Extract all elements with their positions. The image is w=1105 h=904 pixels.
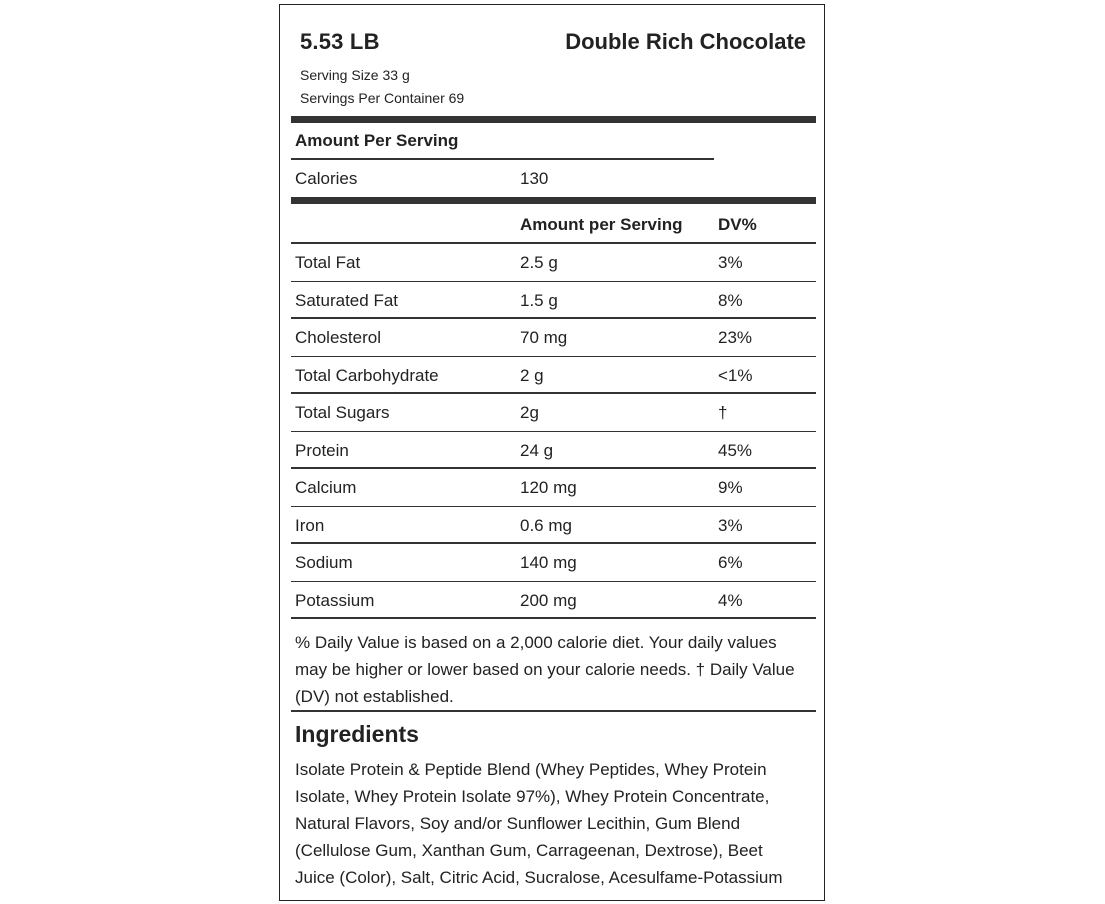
nutrient-dv: 8% — [718, 290, 743, 310]
nutrient-amount: 2.5 g — [520, 253, 558, 272]
thick-divider — [291, 116, 816, 123]
nutrient-name: Total Fat — [295, 253, 361, 272]
column-header-dv: DV% — [718, 215, 757, 234]
nutrient-dv: 9% — [718, 478, 743, 497]
nutrient-amount: 70 mg — [520, 328, 568, 347]
table-row — [291, 244, 816, 282]
nutrient-name: Protein — [295, 440, 349, 460]
nutrient-name: Potassium — [295, 590, 375, 610]
nutrient-amount: 2 g — [520, 365, 544, 385]
nutrient-name: Saturated Fat — [295, 290, 399, 310]
table-row — [291, 432, 816, 470]
table-row — [291, 469, 816, 507]
nutrient-amount: 140 mg — [520, 553, 577, 572]
nutrient-table — [291, 244, 816, 619]
nutrient-name: Sodium — [295, 553, 353, 572]
nutrient-name: Cholesterol — [295, 328, 381, 347]
nutrient-dv: † — [718, 403, 728, 422]
amount-per-serving-heading: Amount Per Serving — [295, 131, 459, 150]
table-row — [291, 282, 816, 320]
divider — [291, 710, 816, 712]
nutrient-name: Total Carbohydrate — [295, 365, 439, 385]
column-header-amount: Amount per Serving — [520, 215, 683, 234]
nutrient-dv: <1% — [718, 365, 753, 385]
nutrient-dv: 45% — [718, 440, 753, 460]
table-row — [291, 394, 816, 432]
divider — [291, 158, 714, 160]
calories-label: Calories — [295, 169, 358, 188]
product-weight: 5.53 LB — [300, 29, 380, 54]
nutrient-dv: 4% — [718, 590, 743, 610]
nutrient-amount: 24 g — [520, 440, 554, 460]
nutrient-name: Iron — [295, 515, 325, 535]
nutrient-dv: 3% — [718, 515, 743, 535]
table-row — [291, 582, 816, 620]
nutrient-amount: 1.5 g — [520, 290, 558, 310]
nutrient-name: Total Sugars — [295, 403, 390, 422]
nutrient-amount: 120 mg — [520, 478, 577, 497]
calories-value: 130 — [520, 169, 549, 188]
nutrient-amount: 200 mg — [520, 590, 577, 610]
ingredients-text: Isolate Protein & Peptide Blend (Whey Peptides, Whey Protein Isolate, Whey Protein Isolate 97%), Whey Protein Concentrate, Natural Flavors, Soy and/or Sunflower Lecithin, Gum Blend (Cellulose Gum, Xanthan Gum, Carrageenan, Dextrose), Beet Juice (Color), Salt, Citric Acid, Sucralose, Acesulfame-Potassium — [295, 760, 783, 887]
nutrient-dv: 23% — [718, 328, 753, 347]
table-row — [291, 319, 816, 357]
nutrient-dv: 6% — [718, 553, 743, 572]
nutrient-amount: 2g — [520, 403, 539, 422]
daily-value-footnote: % Daily Value is based on a 2,000 calorie diet. Your daily values may be higher or lower based on your calorie needs. † Daily Value (DV) not established. — [295, 633, 795, 706]
nutrition-label — [279, 4, 825, 901]
serving-size: Serving Size 33 g — [300, 67, 410, 83]
nutrient-dv: 3% — [718, 253, 743, 272]
ingredients-title: Ingredients — [295, 721, 419, 747]
thick-divider — [291, 197, 816, 204]
servings-per-container: Servings Per Container 69 — [300, 90, 465, 106]
table-row — [291, 544, 816, 582]
table-row — [291, 357, 816, 395]
product-flavor: Double Rich Chocolate — [565, 29, 806, 54]
nutrient-name: Calcium — [295, 478, 357, 497]
nutrient-amount: 0.6 mg — [520, 515, 572, 535]
table-row — [291, 507, 816, 545]
